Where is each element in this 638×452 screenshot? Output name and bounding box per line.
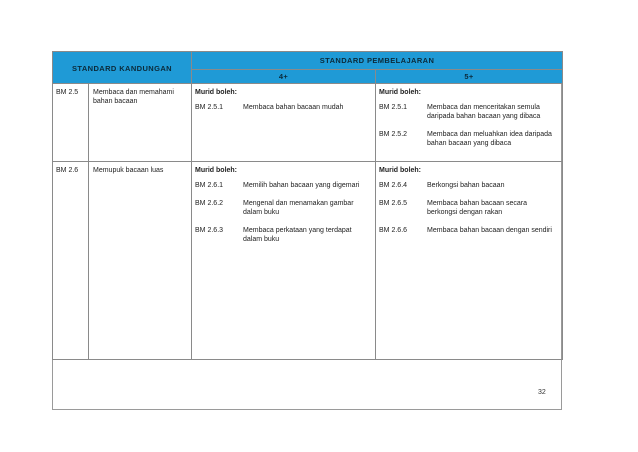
header-standard-kandungan: STANDARD KANDUNGAN: [53, 52, 192, 84]
header-column-5-plus: 5+: [376, 70, 563, 84]
table-row: [53, 162, 563, 360]
outcome-code: BM 2.6.4: [379, 182, 408, 189]
outcome-code: BM 2.6.1: [195, 182, 224, 189]
standard-title: Memupuk bacaan luas: [89, 162, 192, 360]
outcome-text: Membaca perkataan yang terdapat dalam buku: [243, 227, 352, 243]
murid-boleh-label: Murid boleh:: [379, 167, 422, 174]
outcome-text: Membaca dan meluahkan idea daripada bahan bacaan yang dibaca: [427, 131, 552, 147]
murid-boleh-label: Murid boleh:: [195, 167, 238, 174]
table-row: [53, 84, 563, 162]
list-item: [379, 226, 558, 235]
outcomes-4-plus: [192, 162, 376, 360]
outcomes-5-plus: [376, 84, 563, 162]
outcome-text: Memilih bahan bacaan yang digemari: [243, 182, 360, 189]
list-item: [379, 199, 558, 217]
list-item: [195, 226, 371, 244]
outcome-code: BM 2.6.6: [379, 227, 408, 234]
list-item: [195, 199, 371, 217]
outcome-text: Membaca bahan bacaan mudah: [243, 104, 344, 111]
outcome-code: BM 2.6.5: [379, 200, 408, 207]
murid-boleh-label: Murid boleh:: [379, 89, 422, 96]
outcome-code: BM 2.6.2: [195, 200, 224, 207]
header-standard-pembelajaran: STANDARD PEMBELAJARAN: [192, 52, 563, 70]
outcome-text: Mengenal dan menamakan gambar dalam buku: [243, 200, 354, 216]
standard-code: BM 2.6: [53, 162, 89, 360]
standard-code: BM 2.5: [53, 84, 89, 162]
outcome-code: BM 2.6.3: [195, 227, 224, 234]
list-item: [195, 103, 371, 112]
outcome-text: Membaca bahan bacaan dengan sendiri: [427, 227, 552, 234]
outcome-text: Membaca dan menceritakan semula daripada bahan bacaan yang dibaca: [427, 104, 541, 120]
outcome-text: Berkongsi bahan bacaan: [427, 182, 505, 189]
outcomes-5-plus: [376, 162, 563, 360]
murid-boleh-label: Murid boleh:: [195, 89, 238, 96]
curriculum-table: [52, 51, 563, 360]
outcome-code: BM 2.5.1: [379, 104, 408, 111]
outcomes-4-plus: [192, 84, 376, 162]
outcome-code: BM 2.5.1: [195, 104, 224, 111]
outcome-code: BM 2.5.2: [379, 131, 408, 138]
page-number: 32: [538, 389, 546, 396]
list-item: [379, 181, 558, 190]
list-item: [195, 181, 371, 190]
list-item: [379, 130, 558, 148]
list-item: [379, 103, 558, 121]
standard-title: Membaca dan memahami bahan bacaan: [89, 84, 192, 162]
outcome-text: Membaca bahan bacaan secara berkongsi dengan rakan: [427, 200, 528, 216]
header-column-4-plus: 4+: [192, 70, 376, 84]
